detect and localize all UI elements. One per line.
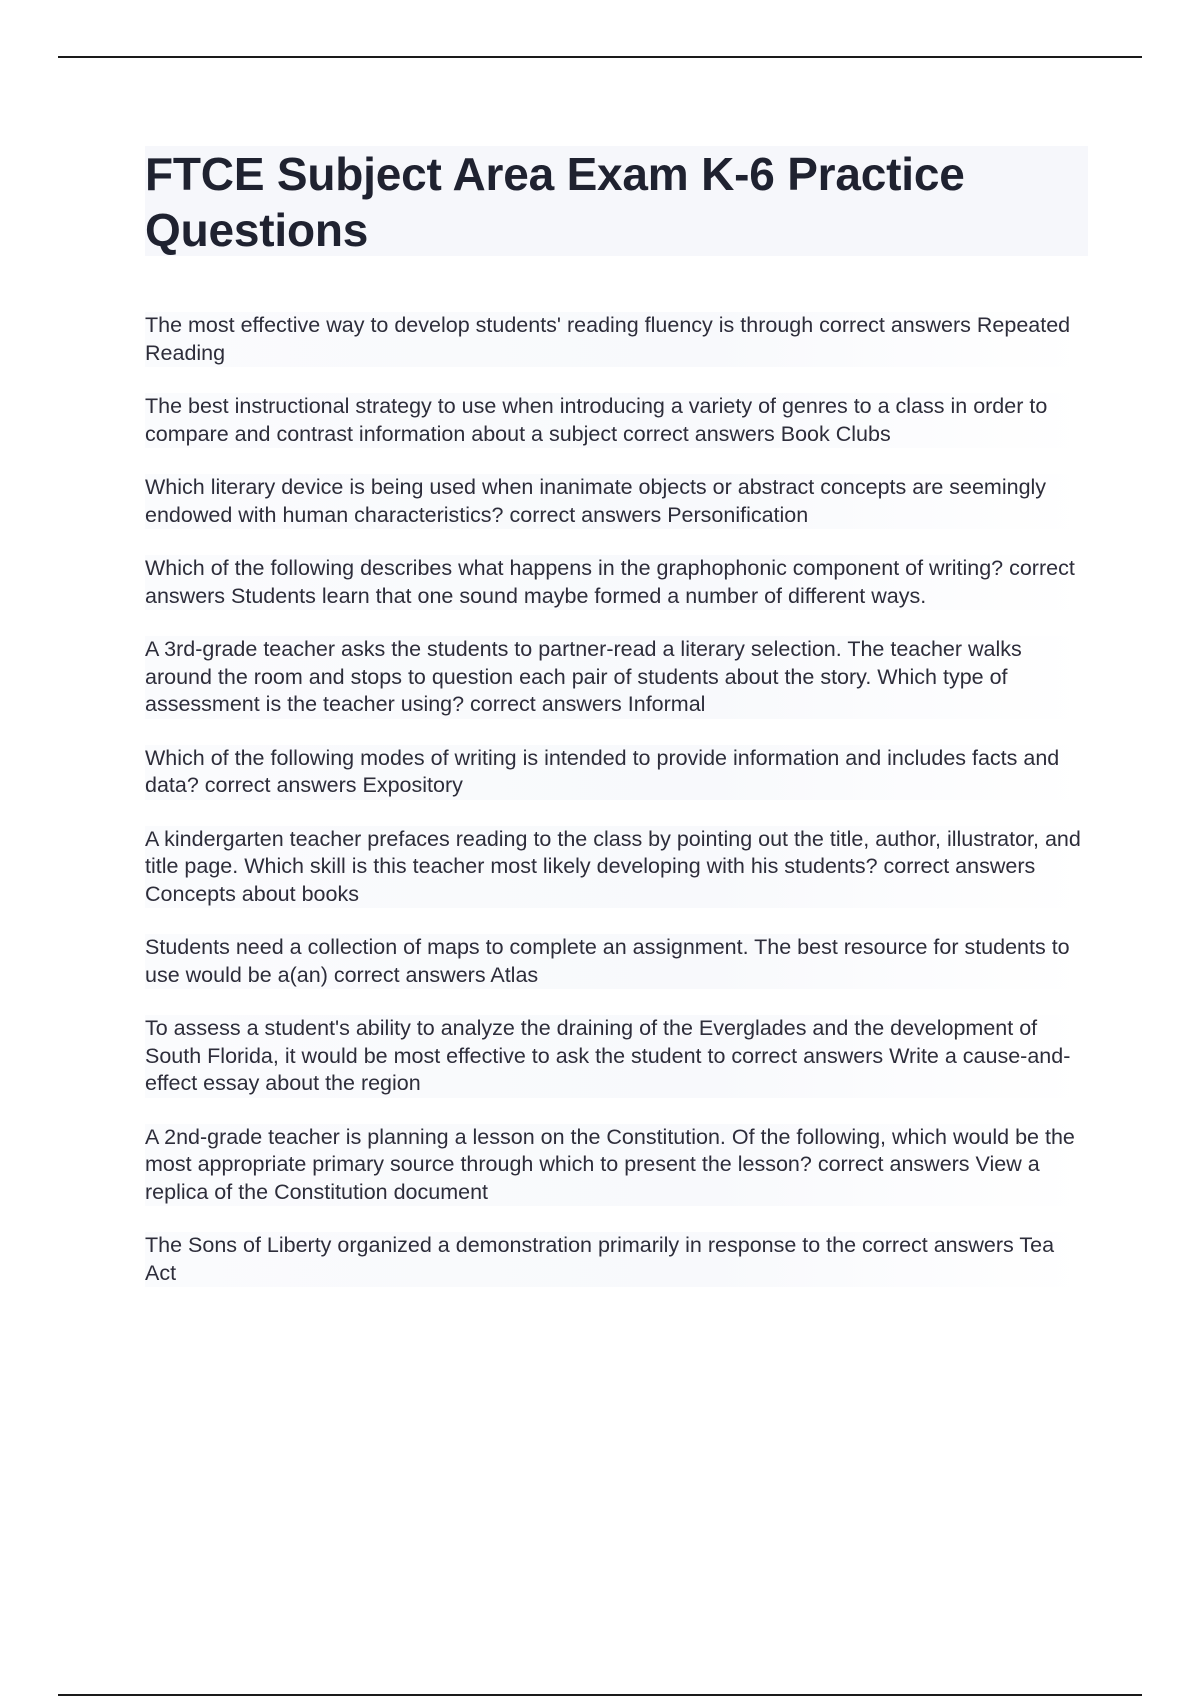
qa-item: Students need a collection of maps to complete an assignment. The best resource for students to use would be a(an) correct answers Atlas <box>145 934 1085 989</box>
header-rule <box>58 56 1142 58</box>
qa-item: The Sons of Liberty organized a demonstration primarily in response to the correct answers Tea Act <box>145 1232 1085 1287</box>
qa-item: Which of the following modes of writing is intended to provide information and includes facts and data? correct answers Expository <box>145 745 1085 800</box>
qa-item: The most effective way to develop students' reading fluency is through correct answers Repeated Reading <box>145 312 1085 367</box>
qa-item: Which literary device is being used when inanimate objects or abstract concepts are seemingly endowed with human characteristics? correct answers Personification <box>145 474 1085 529</box>
qa-item: A 2nd-grade teacher is planning a lesson on the Constitution. Of the following, which would be the most appropriate primary source through which to present the lesson? correct answers View a replica of the Constitution document <box>145 1124 1085 1207</box>
qa-item: The best instructional strategy to use when introducing a variety of genres to a class in order to compare and contrast information about a subject correct answers Book Clubs <box>145 393 1085 448</box>
qa-item: Which of the following describes what happens in the graphophonic component of writing? correct answers Students learn that one sound maybe formed a number of different ways. <box>145 555 1085 610</box>
qa-item: To assess a student's ability to analyze the draining of the Everglades and the development of South Florida, it would be most effective to ask the student to correct answers Write a cause-and-effect essay about the region <box>145 1015 1085 1098</box>
footer-rule <box>58 1694 1142 1696</box>
qa-item: A kindergarten teacher prefaces reading to the class by pointing out the title, author, illustrator, and title page. Which skill is this teacher most likely developing with his students? correct answers Concepts about books <box>145 826 1085 909</box>
qa-list <box>145 312 1085 1313</box>
qa-item: A 3rd-grade teacher asks the students to partner-read a literary selection. The teacher walks around the room and stops to question each pair of students about the story. Which type of assessment is the teacher using? correct answers Informal <box>145 636 1085 719</box>
title-block <box>145 146 1088 256</box>
page-title: FTCE Subject Area Exam K-6 Practice Questions <box>145 148 965 256</box>
